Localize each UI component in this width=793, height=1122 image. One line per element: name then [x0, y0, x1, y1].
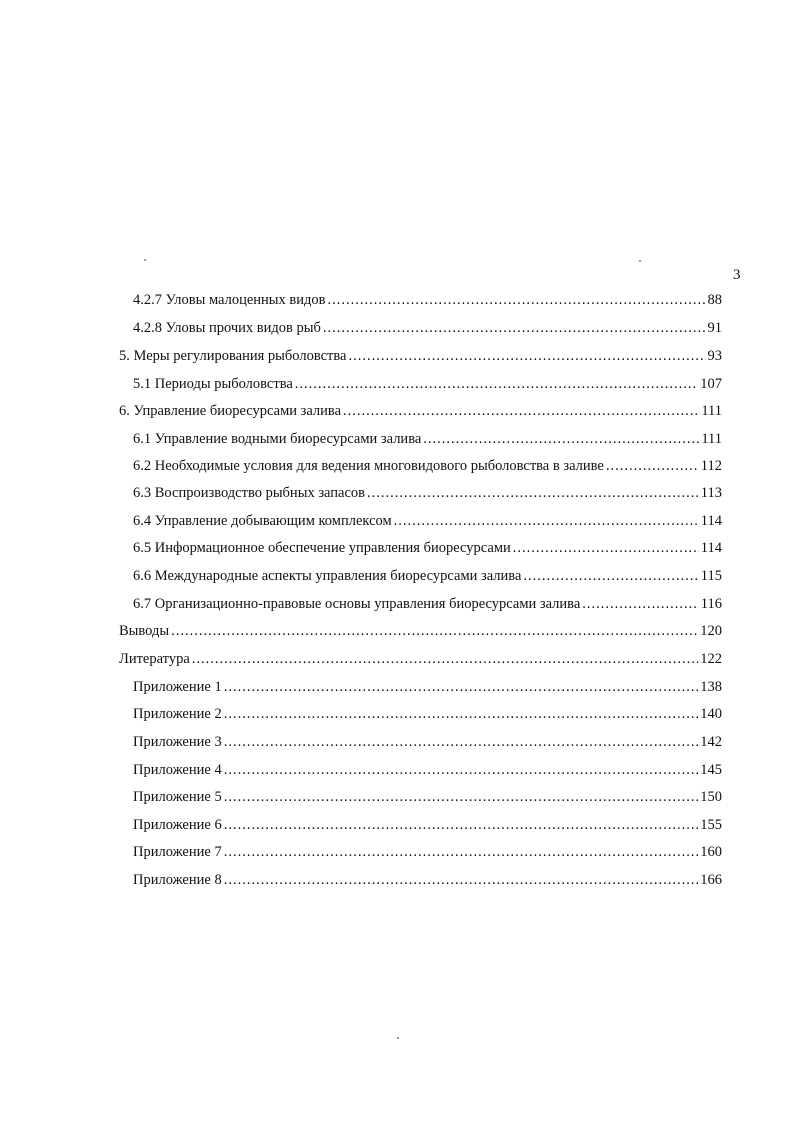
toc-entry	[133, 289, 722, 311]
toc-entry	[133, 537, 722, 559]
toc-dot-leader	[582, 593, 699, 615]
toc-entry-title: 4.2.8 Уловы прочих видов рыб	[133, 320, 321, 336]
toc-entry	[119, 345, 722, 367]
toc-entry	[133, 455, 722, 477]
toc-entry-title: Приложение 2	[133, 706, 222, 722]
toc-dot-leader	[323, 317, 706, 339]
toc-entry-title: 6.4 Управление добывающим комплексом	[133, 513, 392, 529]
toc-entry-title: Приложение 1	[133, 679, 222, 695]
toc-entry	[133, 482, 722, 504]
toc-entry-page-number: 91	[707, 320, 722, 336]
toc-entry-title: 6. Управление биоресурсами залива	[119, 403, 342, 419]
toc-entry-page-number: 145	[700, 762, 722, 778]
toc-entry	[133, 786, 722, 808]
toc-entry	[133, 565, 722, 587]
toc-entry-title: Литература	[119, 651, 190, 667]
toc-entry	[133, 317, 722, 339]
toc-dot-leader	[394, 510, 699, 532]
toc-dot-leader	[513, 537, 699, 559]
toc-entry-title: Приложение 3	[133, 734, 222, 750]
toc-entry-page-number: 138	[700, 679, 722, 695]
toc-dot-leader	[171, 620, 698, 642]
toc-entry-page-number: 142	[700, 734, 722, 750]
scan-speck	[144, 259, 146, 261]
toc-entry-title: Приложение 8	[133, 872, 222, 888]
toc-entry	[133, 428, 722, 450]
toc-entry-title: 6.2 Необходимые условия для ведения многовидового рыболовства в заливе	[133, 458, 604, 474]
toc-entry-title: 4.2.7 Уловы малоценных видов	[133, 292, 326, 308]
toc-entry-page-number: 113	[700, 485, 722, 501]
toc-entry-title: Приложение 5	[133, 789, 222, 805]
toc-entry	[133, 593, 722, 615]
toc-entry-page-number: 111	[701, 403, 722, 419]
toc-dot-leader	[606, 455, 699, 477]
toc-entry-title: 6.5 Информационное обеспечение управления биоресурсами	[133, 540, 511, 556]
toc-entry-title: 5. Меры регулирования рыболовства	[119, 348, 347, 364]
toc-entry	[133, 676, 722, 698]
toc-entry-title: 6.6 Международные аспекты управления биоресурсами залива	[133, 568, 522, 584]
toc-dot-leader	[224, 841, 699, 863]
toc-entry-page-number: 140	[700, 706, 722, 722]
scan-speck	[639, 260, 641, 262]
toc-entry	[133, 510, 722, 532]
toc-entry-title: 6.7 Организационно-правовые основы управления биоресурсами залива	[133, 596, 581, 612]
toc-entry	[133, 841, 722, 863]
toc-dot-leader	[343, 400, 699, 422]
page-number: 3	[733, 267, 741, 283]
toc-dot-leader	[367, 482, 699, 504]
toc-entry-title: 6.3 Воспроизводство рыбных запасов	[133, 485, 366, 501]
toc-dot-leader	[224, 814, 699, 836]
toc-dot-leader	[348, 345, 705, 367]
toc-entry	[133, 814, 722, 836]
toc-dot-leader	[423, 428, 699, 450]
toc-dot-leader	[192, 648, 698, 670]
toc-entry	[119, 400, 722, 422]
toc-entry-title: Приложение 4	[133, 762, 222, 778]
toc-dot-leader	[328, 289, 706, 311]
toc-entry-page-number: 120	[700, 623, 722, 639]
toc-dot-leader	[523, 565, 698, 587]
toc-dot-leader	[224, 786, 699, 808]
toc-entry-title: Приложение 7	[133, 844, 222, 860]
toc-entry-page-number: 114	[700, 513, 722, 529]
toc-entry-page-number: 160	[700, 844, 722, 860]
toc-entry	[133, 703, 722, 725]
toc-entry-title: 6.1 Управление водными биоресурсами залива	[133, 431, 422, 447]
toc-entry-page-number: 112	[700, 458, 722, 474]
toc-entry-page-number: 114	[700, 540, 722, 556]
toc-entry-page-number: 150	[700, 789, 722, 805]
toc-entry	[133, 869, 722, 891]
toc-entry-title: Приложение 6	[133, 817, 222, 833]
toc-entry	[133, 759, 722, 781]
toc-entry-page-number: 93	[707, 348, 722, 364]
toc-entry-page-number: 115	[700, 568, 722, 584]
toc-entry-page-number: 166	[700, 872, 722, 888]
toc-entry	[119, 648, 722, 670]
toc-entry	[119, 620, 722, 642]
toc-entry-page-number: 155	[700, 817, 722, 833]
toc-entry-title: 5.1 Периоды рыболовства	[133, 376, 293, 392]
toc-entry-page-number: 122	[700, 651, 722, 667]
scan-speck	[397, 1037, 399, 1039]
toc-entry-page-number: 88	[707, 292, 722, 308]
toc-dot-leader	[224, 759, 699, 781]
toc-dot-leader	[224, 676, 699, 698]
toc-entry-page-number: 116	[700, 596, 722, 612]
toc-entry-page-number: 107	[700, 376, 722, 392]
toc-dot-leader	[224, 869, 699, 891]
toc-entry-page-number: 111	[701, 431, 722, 447]
toc-entry-title: Выводы	[119, 623, 170, 639]
toc-entry	[133, 731, 722, 753]
toc-dot-leader	[224, 703, 699, 725]
toc-dot-leader	[224, 731, 699, 753]
toc-dot-leader	[295, 373, 698, 395]
toc-entry	[133, 373, 722, 395]
